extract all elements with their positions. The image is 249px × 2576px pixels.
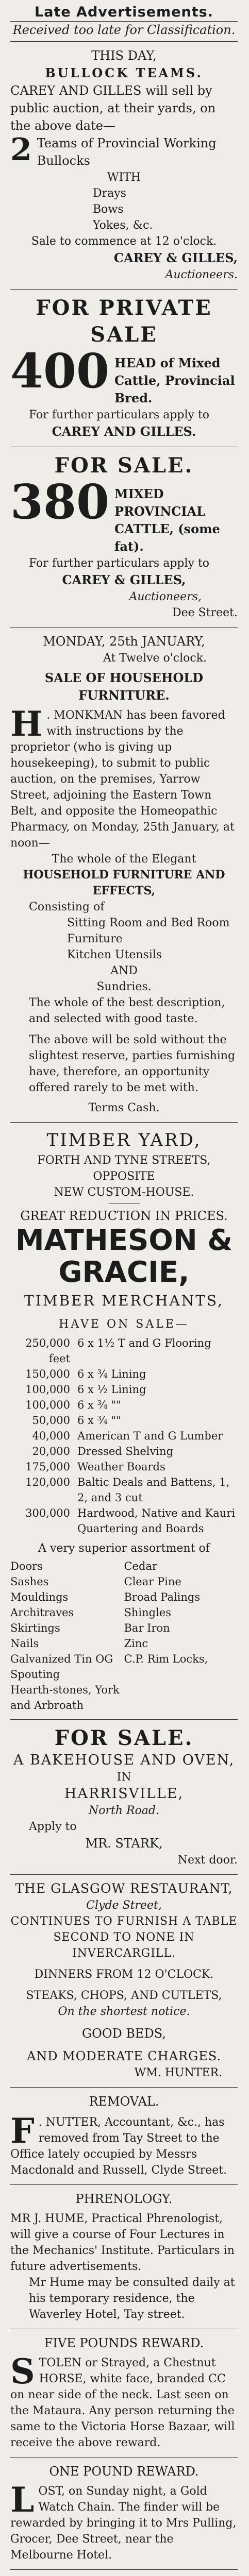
ad-heading: FOR SALE. [54,1726,194,1750]
ad-bullock-teams [10,42,238,290]
ad-title: THE GLASGOW RESTAURANT, [15,1881,233,1896]
stock-description: Dressed Shelving [77,1445,174,1458]
assortment-item: Clear Pine [124,1575,181,1588]
ad-line: The whole of the best description, and selected with good taste. [29,996,225,1025]
ad-count: 380 [10,474,110,530]
ad-educational-establishment [10,2570,238,2576]
assortment-item: Mouldings [10,1591,69,1603]
assortment-item: Galvanized Tin OG Spouting [10,1653,113,1681]
ad-terms: Terms Cash. [88,1101,160,1114]
stock-description: 6 x ½ Lining [77,1383,146,1396]
ad-title: SALE OF HOUSEHOLD FURNITURE. [44,670,204,703]
ad-bakehouse [10,1720,238,1875]
ad-signature: CAREY & GILLES, [62,572,186,587]
ad-phrenology [10,2185,238,2329]
stock-quantity: 150,000 [25,1368,70,1380]
ad-subtitle: GREAT REDUCTION IN PRICES. [20,1209,228,1223]
ad-line: On the shortest notice. [58,2005,190,2018]
assortment-item: Architraves [10,1606,74,1619]
ad-line: HAVE ON SALE— [59,1318,189,1331]
assortment-item: Doors [10,1560,43,1572]
ad-trade: TIMBER MERCHANTS, [24,1292,224,1309]
ad-line: HOUSEHOLD FURNITURE AND EFFECTS, [23,868,225,897]
ad-line: Clyde Street, [86,1899,162,1912]
ad-line: Sundries. [96,980,152,993]
stock-description: American T and G Lumber [77,1430,223,1442]
drop-cap: L [10,2480,35,2520]
ad-body: Mr Hume may be consulted daily at his temporary residence, the Waverley Hotel, Tay street. [29,2276,235,2321]
stock-quantity: 100,000 [25,1399,70,1411]
ad-signature: CAREY AND GILLES. [52,424,196,439]
ad-line: The whole of the Elegant [52,853,196,866]
stock-description: Hardwood, Native and Kauri Quartering and Boards [77,1507,236,1535]
ad-household-furniture [10,628,238,1123]
assortment-item [124,1682,238,1713]
ad-line: Apply to [29,1820,77,1833]
ad-address: Dee Street. [172,606,238,619]
ad-glasgow-restaurant [10,1875,238,2088]
ad-role: Auctioneers. [165,268,238,281]
ad-title [10,2575,238,2576]
ad-line: Consisting of [29,901,105,913]
ad-title: FIVE POUNDS REWARD. [44,2336,204,2350]
ad-body: CAREY AND GILLES will sell by public auction, at their yards, on the above date— [10,83,216,133]
ad-body: OST, on Sunday night, a Gold Watch Chain. The finder will be rewarded by bringing it to Mrs Pulling, Grocer, Dee Street, near the Melbourne Hotel. [10,2485,237,2562]
ad-timber-yard [10,1123,238,1720]
assortment-item: Shingles [124,1606,172,1619]
stock-description: 6 x ¾ Lining [77,1368,146,1380]
ad-title: REMOVAL. [89,2094,159,2109]
ad-description: MIXED PROVINCIAL CATTLE, (some fat). [114,486,220,554]
ad-line: Sitting Room and Bed Room Furniture [67,917,230,945]
drop-cap: S [10,2351,35,2392]
stock-quantity: 175,000 [25,1461,70,1473]
ad-role: Auctioneers, [129,590,202,603]
ad-line: DINNERS FROM 12 O'CLOCK. [34,1968,214,1981]
ad-title: ONE POUND REWARD. [49,2464,199,2479]
ad-body: . NUTTER, Accountant, &c., has removed from Tay Street to the Office lately occupied by Messrs Macdonald and Russell, Clyde Street. [10,2116,227,2177]
stock-description: 6 x ¾ "" [77,1414,121,1427]
ad-heading: FOR PRIVATE SALE [36,296,212,347]
assortment-item: Skirtings [10,1622,60,1634]
assortment-item: C.P. Rim Locks, [124,1653,208,1665]
stock-quantity: 100,000 [25,1383,70,1396]
ad-time: At Twelve o'clock. [103,652,207,665]
assortment-item: Hearth-stones, York and Arbroath [10,1684,120,1711]
ad-item: Yokes, &c. [93,219,153,232]
assortment-item: Broad Palings [124,1591,201,1603]
ad-title: TIMBER YARD, [46,1130,202,1150]
ad-line: North Road. [88,1804,160,1817]
stock-description: Weather Boards [77,1461,165,1473]
stock-quantity: 20,000 [32,1445,70,1458]
ad-line: HARRISVILLE, [64,1786,184,1802]
ad-signature: WM. HUNTER. [134,2066,222,2079]
ad-one-pound-reward [10,2458,238,2570]
ad-line: NEW CUSTOM-HOUSE. [54,1186,194,1199]
ad-five-pounds-reward [10,2329,238,2458]
ad-line: Kitchen Utensils [67,948,162,961]
stock-description: 6 x 1½ T and G Flooring [77,1337,211,1349]
assortment-item: Bar Iron [124,1622,170,1634]
stock-quantity: 250,000 feet [25,1337,70,1365]
ad-note: Sale to commence at 12 o'clock. [31,235,217,248]
ad-body: TOLEN or Strayed, a Chestnut HORSE, white face, branded CC on near side of the neck. Last seen on the Mataura. Any person returning the same to the Victoria Horse Bazaar, will receive the above reward. [10,2357,235,2449]
drop-cap: H [10,704,43,744]
ad-title: PHRENOLOGY. [75,2192,173,2206]
ad-line: AND MODERATE CHARGES. [26,2049,222,2063]
section-subtitle: Received too late for Classification. [12,23,236,37]
ad-item: Bows [93,203,124,216]
ad-body: . MONKMAN has been favored with instructions by the proprietor (who is giving up housekeeping), to submit to public auction, on the premises, Yarrow Street, adjoining the Eastern Town Belt, and opposite the Homeopathic Pharmacy, on Monday, 25th January, at noon— [10,709,235,850]
ad-cattle-sale [10,447,238,628]
stock-quantity: 40,000 [32,1430,70,1442]
ad-line: MR. STARK, [85,1836,163,1851]
stock-quantity: 120,000 [25,1476,70,1488]
ad-item: WITH [107,171,141,184]
drop-cap: F [10,2111,35,2151]
section-title: Late Advertisements. [35,4,213,20]
ad-firm: MATHESON & GRACIE, [15,1224,233,1289]
ad-line: AND [110,964,138,977]
ad-body: MR J. HUME, Practical Phrenologist, will give a course of Four Lectures in the Mechanics' Institute. Particulars in future advertisements. [10,2212,235,2273]
ad-item: Drays [93,187,126,200]
ad-line: FORTH AND TYNE STREETS, OPPOSITE [37,1154,211,1183]
ad-count: 400 [10,343,110,399]
assortment-item: Cedar [124,1560,157,1572]
stock-list [10,1335,238,1536]
ad-line: CONTINUES TO FURNISH A TABLE SECOND TO NONE IN INVERCARGILL. [10,1915,238,1960]
stock-description: Baltic Deals and Battens, 1, 2, and 3 cut [77,1476,230,1504]
assortment-item: Sashes [10,1575,49,1588]
ad-description: HEAD of Mixed Cattle, Provincial Bred. [114,355,235,405]
ad-removal [10,2088,238,2185]
ad-line: IN [117,1771,131,1784]
ad-count: 2 [10,132,32,168]
ad-note: For further particulars apply to [29,557,210,570]
ad-note: For further particulars apply to [29,409,210,421]
ad-signature: CAREY & GILLES, [113,250,238,265]
ad-heading: THIS DAY, [91,48,157,63]
ad-line: The above will be sold without the slightest reserve, parties furnishing have, therefore, an opportunity offered rarely to be met with. [29,1033,236,1094]
page-header [10,0,238,42]
items-list [10,1558,238,1713]
ad-item: Teams of Provincial Working Bullocks [37,136,217,168]
ad-line: Next door. [177,1854,238,1867]
ad-title: BULLOCK TEAMS. [45,65,203,80]
assortment-item: Nails [10,1637,39,1650]
ad-heading: FOR SALE. [54,453,194,478]
ad-line: A very superior assortment of [38,1542,210,1555]
ad-line: GOOD BEDS, [81,2026,166,2041]
ad-line: STEAKS, CHOPS, AND CUTLETS, [26,1989,222,2002]
ad-date: MONDAY, 25th JANUARY, [43,634,205,649]
ad-private-sale [10,290,238,447]
stock-description: 6 x ¾ "" [77,1399,121,1411]
assortment-item: Zinc [124,1637,148,1650]
ad-line: A BAKEHOUSE AND OVEN, [13,1752,235,1768]
stock-quantity: 300,000 [25,1507,70,1519]
stock-quantity: 50,000 [32,1414,70,1427]
